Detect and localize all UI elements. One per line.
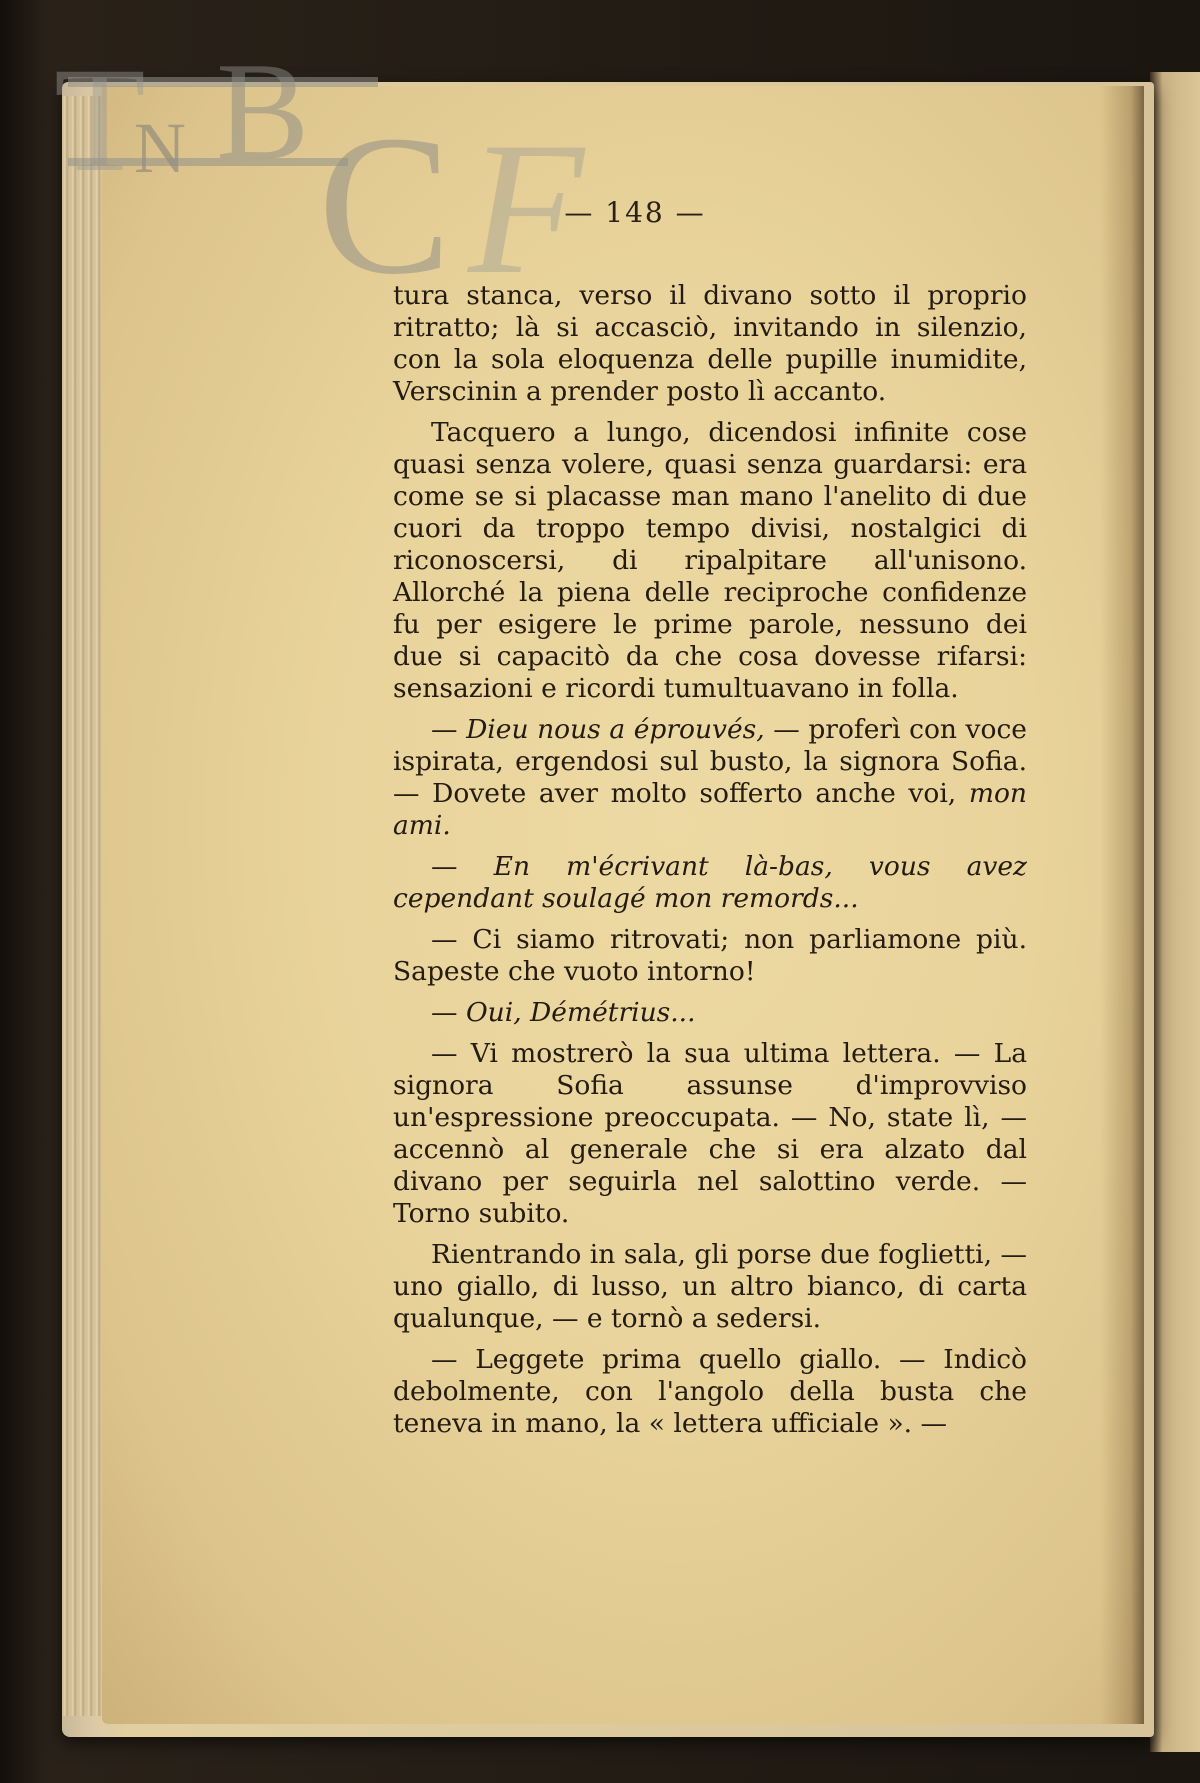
text-segment: — [431,851,494,882]
paragraph: tura stanca, verso il divano sotto il proprio ritratto; là si accasciò, invitando in silenzio, con la sola eloquenza delle pupille inumidite, Verscinin a prender posto lì accanto. [393,280,1027,407]
page-number: — 148 — [564,196,706,229]
paragraph: Tacquero a lungo, dicendosi infinite cose quasi senza volere, quasi senza guardarsi: era come se si placasse man mano l'anelito di due cuori da troppo tempo divisi, nostalgici di riconoscersi, di ripalpitare all'unisono. Allorché la piena delle reciproche confidenze fu per esigere le prime parole, nessuno dei due si capacitò da che cosa dovesse rifarsi: sensazioni e ricordi tumultuavano in folla. [393,417,1027,704]
watermark-letter-n: N [134,108,186,188]
paragraph [393,851,1027,915]
spine-shadow [1100,86,1144,1724]
paragraph [393,714,1027,842]
text-segment: — [431,714,467,745]
body-text [393,280,1027,1449]
text-segment: — proferì con voce ispirata, ergendosi sul busto, la signora Sofia. — Dovete aver molto sofferto anche voi, [393,714,1027,809]
watermark-letter-b: B [216,34,310,189]
italic-segment: Oui, Démétrius... [465,997,696,1028]
italic-segment: Dieu nous a éprouvés, [466,714,765,745]
facing-page-edge [1150,72,1200,1752]
watermark-letter-t: T [54,37,146,203]
paragraph: Rientrando in sala, gli porse due foglietti, — uno giallo, di lusso, un altro bianco, di carta qualunque, — e tornò a sedersi. [393,1239,1027,1334]
paragraph: — Vi mostrerò la sua ultima lettera. — La signora Sofia assunse d'improvviso un'espressione preoccupata. — No, state lì, — accennò al generale che si era alzato dal divano per seguirla nel salottino verde. — Torno subito. [393,1038,1027,1229]
paragraph [393,997,1027,1029]
watermark-letter-c: C [318,95,452,316]
text-segment: — [431,997,466,1028]
italic-segment: En m'écrivant là-bas, vous avez cependant soulagé mon remords... [393,851,1027,914]
paragraph: — Ci siamo ritrovati; non parliamone più. Sapeste che vuoto intorno! [393,924,1027,987]
italic-segment: mon ami. [393,778,1027,841]
paragraph: — Leggete prima quello giallo. — Indicò debolmente, con l'angolo della busta che teneva in mano, la « lettera ufficiale ». — [393,1344,1027,1439]
watermark-letter-f: F [468,104,585,314]
